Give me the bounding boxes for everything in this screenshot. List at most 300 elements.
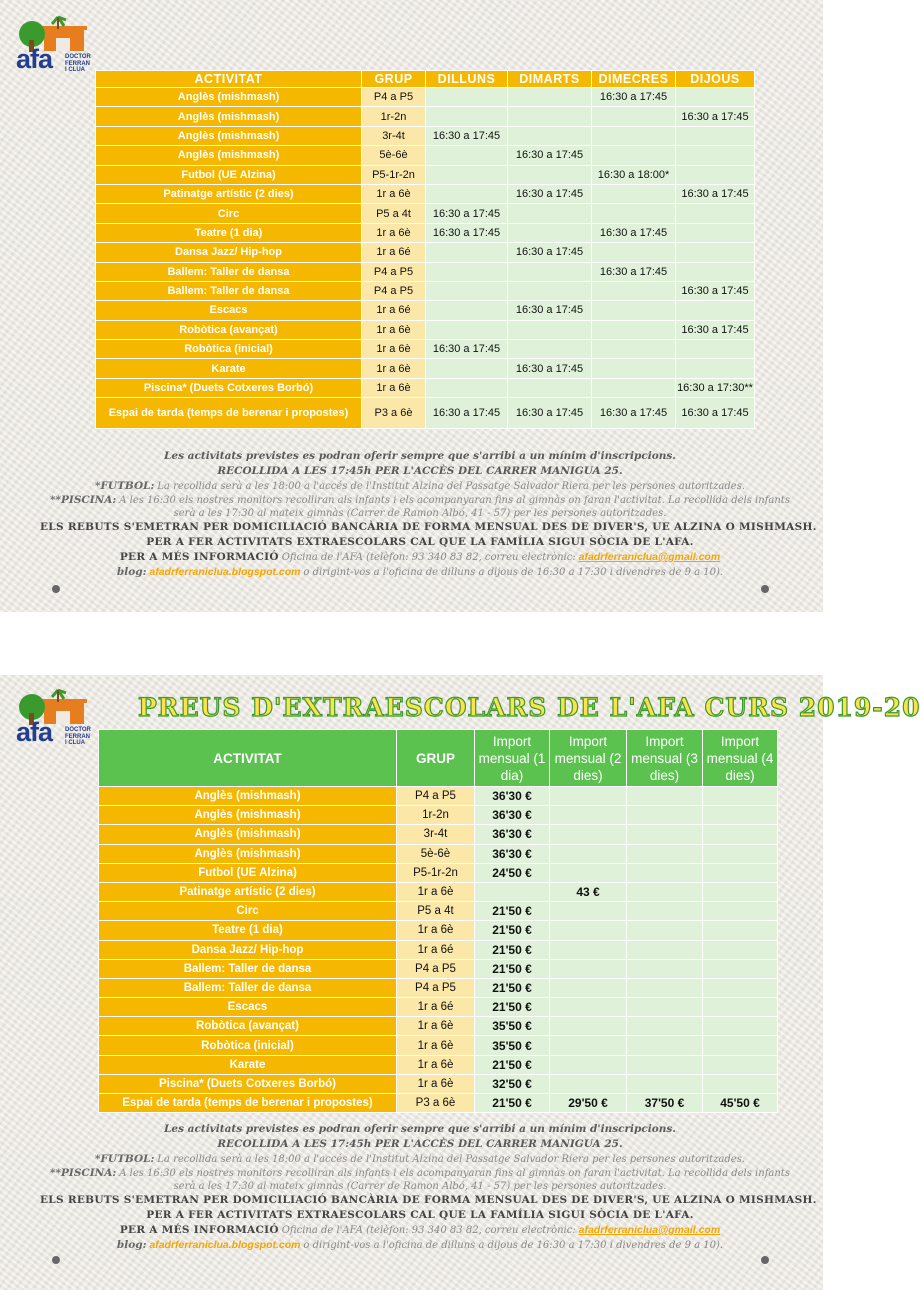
time-cell: 16:30 a 17:45	[592, 398, 676, 429]
price-cell: 21'50 €	[475, 959, 550, 978]
time-cell	[508, 340, 592, 359]
activity-cell: Futbol (UE Alzina)	[99, 863, 397, 882]
table-row	[96, 165, 755, 184]
time-cell	[676, 126, 755, 145]
price-cell	[550, 959, 627, 978]
group-cell: 1r a 6è	[397, 1074, 475, 1093]
notes-line-wrap	[40, 464, 800, 479]
price-cell: 45'50 €	[703, 1094, 778, 1113]
time-cell	[592, 146, 676, 165]
piscina-note	[40, 1167, 800, 1193]
price-cell	[703, 921, 778, 940]
notes-line-wrap	[40, 535, 800, 550]
price-cell	[703, 825, 778, 844]
time-cell	[508, 281, 592, 300]
activity-cell: Ballem: Taller de dansa	[96, 262, 362, 281]
time-cell: 16:30 a 17:45	[676, 281, 755, 300]
email-link[interactable]: afadrferraniclua@gmail.com	[578, 551, 721, 563]
blog-label: blog:	[116, 1239, 147, 1251]
group-cell: P5-1r-2n	[397, 863, 475, 882]
time-cell: 16:30 a 17:45	[426, 340, 508, 359]
notes-line: Les activitats previstes es podran oferir sempre que s'arribi a un mínim d'inscripcions.	[164, 450, 676, 462]
time-cell: 16:30 a 17:45	[508, 301, 592, 320]
schedule-header-cell: DIMARTS	[508, 71, 592, 88]
activity-cell: Futbol (UE Alzina)	[96, 165, 362, 184]
table-row	[96, 320, 755, 339]
price-cell	[627, 844, 703, 863]
price-cell	[627, 1036, 703, 1055]
time-cell: 16:30 a 17:45	[676, 398, 755, 429]
activity-cell: Patinatge artístic (2 dies)	[99, 882, 397, 901]
activity-cell: Dansa Jazz/ Hip-hop	[96, 243, 362, 262]
price-cell: 21'50 €	[475, 1055, 550, 1074]
group-cell: 1r a 6è	[397, 882, 475, 901]
time-cell	[426, 320, 508, 339]
bullet-icon	[52, 1256, 60, 1264]
notes-line-wrap	[40, 520, 817, 535]
notes-block	[40, 1122, 817, 1253]
activity-cell: Escacs	[96, 301, 362, 320]
table-row	[99, 825, 778, 844]
time-cell	[508, 126, 592, 145]
price-cell	[703, 1074, 778, 1093]
activity-cell: Karate	[96, 359, 362, 378]
group-cell: 1r a 6è	[397, 921, 475, 940]
table-row	[99, 1036, 778, 1055]
notes-line-wrap	[40, 1122, 800, 1137]
table-row	[96, 204, 755, 223]
group-cell: 1r a 6è	[397, 1036, 475, 1055]
piscina-note	[40, 494, 800, 520]
price-cell	[703, 863, 778, 882]
price-cell: 29'50 €	[550, 1094, 627, 1113]
table-row	[99, 921, 778, 940]
price-cell	[703, 787, 778, 806]
blog-link[interactable]: afadrferraniclua.blogspot.com	[149, 1239, 301, 1251]
price-cell	[550, 806, 627, 825]
activity-cell: Anglès (mishmash)	[96, 126, 362, 145]
price-cell	[550, 1017, 627, 1036]
logo-subtext: DOCTOR FERRAN I CLUA	[65, 727, 91, 746]
activity-cell: Robòtica (avançat)	[96, 320, 362, 339]
table-row	[99, 787, 778, 806]
price-cell	[550, 825, 627, 844]
time-cell	[676, 301, 755, 320]
prices-header-row	[99, 730, 778, 787]
group-cell: 1r a 6è	[362, 223, 426, 242]
activity-cell: Ballem: Taller de dansa	[96, 281, 362, 300]
schedule-header-cell: ACTIVITAT	[96, 71, 362, 88]
group-cell: 1r a 6è	[397, 1055, 475, 1074]
time-cell	[426, 88, 508, 107]
schedule-header-cell: DIJOUS	[676, 71, 755, 88]
table-row	[99, 1017, 778, 1036]
socia-text: PER A FER ACTIVITATS EXTRAESCOLARS CAL QUE LA FAMÍLIA SIGUI SÒCIA DE L'AFA.	[146, 536, 694, 548]
time-cell: 16:30 a 17:45	[508, 359, 592, 378]
time-cell	[676, 204, 755, 223]
time-cell	[592, 359, 676, 378]
activity-cell: Patinatge artístic (2 dies)	[96, 184, 362, 203]
futbol-label: *FUTBOL:	[94, 1153, 155, 1165]
afa-logo	[14, 14, 96, 76]
price-cell	[703, 998, 778, 1017]
activity-cell: Piscina* (Duets Cotxeres Borbó)	[96, 378, 362, 397]
price-cell: 43 €	[550, 882, 627, 901]
piscina-label: **PISCINA:	[50, 1167, 117, 1179]
activity-cell: Dansa Jazz/ Hip-hop	[99, 940, 397, 959]
info-label: PER A MÉS INFORMACIÓ	[119, 551, 279, 563]
time-cell	[592, 184, 676, 203]
time-cell	[676, 146, 755, 165]
price-cell	[550, 1055, 627, 1074]
time-cell: 16:30 a 17:45	[676, 107, 755, 126]
price-cell	[627, 825, 703, 844]
activity-cell: Espai de tarda (temps de berenar i propostes)	[96, 398, 362, 429]
group-cell: 1r a 6é	[362, 243, 426, 262]
price-cell	[550, 902, 627, 921]
activity-cell: Circ	[96, 204, 362, 223]
price-cell	[627, 998, 703, 1017]
activity-cell: Robòtica (avançat)	[99, 1017, 397, 1036]
group-cell: 1r-2n	[397, 806, 475, 825]
time-cell	[426, 378, 508, 397]
time-cell	[592, 126, 676, 145]
table-row	[99, 978, 778, 997]
time-cell	[676, 88, 755, 107]
activity-cell: Anglès (mishmash)	[96, 146, 362, 165]
notes-line: RECOLLIDA A LES 17:45h PER L'ACCÈS DEL CARRER MANIGUA 25.	[217, 1138, 623, 1150]
schedule-header-cell: DILLUNS	[426, 71, 508, 88]
prices-header-cell: ACTIVITAT	[99, 730, 397, 787]
group-cell: 5è-6è	[397, 844, 475, 863]
prices-header-cell: GRUP	[397, 730, 475, 787]
time-cell	[592, 378, 676, 397]
table-row	[99, 863, 778, 882]
price-cell: 21'50 €	[475, 921, 550, 940]
activity-cell: Robòtica (inicial)	[99, 1036, 397, 1055]
prices-header-cell: Import mensual (1 dia)	[475, 730, 550, 787]
prices-header-cell: Import mensual (2 dies)	[550, 730, 627, 787]
time-cell: 16:30 a 17:45	[508, 146, 592, 165]
time-cell	[426, 359, 508, 378]
time-cell	[508, 165, 592, 184]
notes-line-wrap	[40, 550, 800, 565]
time-cell: 16:30 a 17:45	[426, 126, 508, 145]
price-cell: 21'50 €	[475, 902, 550, 921]
time-cell: 16:30 a 17:45	[426, 223, 508, 242]
activity-cell: Anglès (mishmash)	[99, 825, 397, 844]
logo-text: afa	[16, 44, 53, 74]
price-cell	[627, 882, 703, 901]
price-cell: 36'30 €	[475, 825, 550, 844]
price-cell	[703, 1055, 778, 1074]
group-cell: 1r a 6é	[397, 940, 475, 959]
activity-cell: Circ	[99, 902, 397, 921]
time-cell	[508, 320, 592, 339]
price-cell	[703, 1036, 778, 1055]
table-row	[96, 184, 755, 203]
group-cell: P3 a 6è	[362, 398, 426, 429]
time-cell: 16:30 a 17:30**	[676, 378, 755, 397]
group-cell: 1r a 6é	[362, 301, 426, 320]
group-cell: 3r-4t	[362, 126, 426, 145]
schedule-header-cell: DIMECRES	[592, 71, 676, 88]
activity-cell: Anglès (mishmash)	[99, 844, 397, 863]
price-cell: 21'50 €	[475, 998, 550, 1017]
activity-cell: Ballem: Taller de dansa	[99, 978, 397, 997]
prices-header-cell: Import mensual (4 dies)	[703, 730, 778, 787]
price-cell	[475, 882, 550, 901]
time-cell: 16:30 a 17:45	[508, 398, 592, 429]
table-row	[96, 126, 755, 145]
activity-cell: Robòtica (inicial)	[96, 340, 362, 359]
rebuts-text: ELS REBUTS S'EMETRAN PER DOMICILIACIÓ BANCÀRIA DE FORMA MENSUAL DES DE DIVER'S, UE ALZINA O MISHMASH.	[40, 1194, 817, 1206]
time-cell	[592, 107, 676, 126]
price-cell	[627, 863, 703, 882]
price-cell: 21'50 €	[475, 978, 550, 997]
group-cell: 1r a 6è	[362, 320, 426, 339]
table-row	[99, 959, 778, 978]
futbol-text: La recollida serà a les 18:00 a l'accés de l'Institut Alzina del Passatge Salvador Riera per les persones autoritzades.	[157, 481, 746, 492]
price-cell	[627, 787, 703, 806]
price-cell	[703, 1017, 778, 1036]
notes-line-wrap	[40, 1238, 800, 1253]
time-cell	[592, 204, 676, 223]
table-row	[99, 1074, 778, 1093]
price-cell	[703, 882, 778, 901]
info-text: Oficina de l'AFA (telèfon: 93 340 83 82, correu electrònic:	[281, 552, 576, 563]
price-cell: 37'50 €	[627, 1094, 703, 1113]
price-cell	[703, 978, 778, 997]
time-cell	[426, 243, 508, 262]
prices-title: PREUS D'EXTRAESCOLARS DE L'AFA CURS 2019-20	[138, 693, 920, 722]
activity-cell: Piscina* (Duets Cotxeres Borbó)	[99, 1074, 397, 1093]
time-cell: 16:30 a 17:45	[592, 262, 676, 281]
notes-block	[40, 449, 817, 580]
time-cell	[426, 107, 508, 126]
time-cell	[426, 301, 508, 320]
bullet-icon	[761, 1256, 769, 1264]
schedule-header-cell: GRUP	[362, 71, 426, 88]
email-link[interactable]: afadrferraniclua@gmail.com	[578, 1224, 721, 1236]
table-row	[96, 107, 755, 126]
group-cell: P4 a P5	[397, 959, 475, 978]
piscina-text: A les 16:30 els nostres monitors recolliran als infants i els acompanyaran fins al gimnàs on faran l'activitat. La recollida dels infants serà a les 17:30 al mateix gimnàs (Carrer de Ramon Albó, 41 - 57) per les persones autoritzades.	[119, 1168, 790, 1192]
price-cell	[703, 844, 778, 863]
group-cell: 5è-6è	[362, 146, 426, 165]
table-row	[96, 243, 755, 262]
time-cell	[592, 340, 676, 359]
notes-line: Les activitats previstes es podran oferir sempre que s'arribi a un mínim d'inscripcions.	[164, 1123, 676, 1135]
time-cell	[508, 88, 592, 107]
time-cell	[592, 301, 676, 320]
price-cell	[550, 844, 627, 863]
price-cell	[627, 1017, 703, 1036]
rebuts-text: ELS REBUTS S'EMETRAN PER DOMICILIACIÓ BANCÀRIA DE FORMA MENSUAL DES DE DIVER'S, UE ALZINA O MISHMASH.	[40, 521, 817, 533]
blog-text: o dirigint-vos a l'oficina de dilluns a dijous de 16:30 a 17:30 i divendres de 9 a 10).	[303, 1240, 724, 1251]
time-cell	[508, 378, 592, 397]
socia-text: PER A FER ACTIVITATS EXTRAESCOLARS CAL QUE LA FAMÍLIA SIGUI SÒCIA DE L'AFA.	[146, 1209, 694, 1221]
futbol-label: *FUTBOL:	[94, 480, 155, 492]
price-cell: 36'30 €	[475, 787, 550, 806]
table-row	[96, 340, 755, 359]
time-cell	[676, 165, 755, 184]
time-cell: 16:30 a 17:45	[508, 184, 592, 203]
info-text: Oficina de l'AFA (telèfon: 93 340 83 82, correu electrònic:	[281, 1225, 576, 1236]
notes-line: RECOLLIDA A LES 17:45h PER L'ACCÈS DEL CARRER MANIGUA 25.	[217, 465, 623, 477]
logo-text: afa	[16, 717, 53, 747]
table-row	[96, 301, 755, 320]
prices-header-cell: Import mensual (3 dies)	[627, 730, 703, 787]
price-cell	[627, 978, 703, 997]
info-label: PER A MÉS INFORMACIÓ	[119, 1224, 279, 1236]
price-cell	[550, 921, 627, 940]
time-cell	[508, 223, 592, 242]
group-cell: P4 a P5	[362, 88, 426, 107]
blog-label: blog:	[116, 566, 147, 578]
activity-cell: Anglès (mishmash)	[96, 88, 362, 107]
time-cell	[676, 243, 755, 262]
group-cell: 1r a 6è	[362, 340, 426, 359]
futbol-text: La recollida serà a les 18:00 a l'accés de l'Institut Alzina del Passatge Salvador Riera per les persones autoritzades.	[157, 1154, 746, 1165]
group-cell: 1r a 6è	[362, 378, 426, 397]
table-row	[99, 806, 778, 825]
group-cell: 1r a 6é	[397, 998, 475, 1017]
notes-line-wrap	[40, 479, 800, 494]
table-row	[96, 359, 755, 378]
table-row	[96, 281, 755, 300]
time-cell	[426, 262, 508, 281]
price-cell: 21'50 €	[475, 1094, 550, 1113]
table-row	[96, 378, 755, 397]
time-cell	[676, 262, 755, 281]
prices-table	[98, 729, 778, 1113]
price-cell	[550, 978, 627, 997]
logo-subtext: DOCTOR FERRAN I CLUA	[65, 54, 91, 73]
time-cell	[592, 281, 676, 300]
schedule-table	[95, 70, 755, 429]
price-cell: 32'50 €	[475, 1074, 550, 1093]
activity-cell: Ballem: Taller de dansa	[99, 959, 397, 978]
price-cell	[703, 940, 778, 959]
group-cell: 1r a 6è	[362, 184, 426, 203]
price-cell	[627, 806, 703, 825]
group-cell: P4 a P5	[362, 262, 426, 281]
time-cell	[508, 204, 592, 223]
price-cell: 36'30 €	[475, 844, 550, 863]
price-cell	[627, 940, 703, 959]
time-cell: 16:30 a 17:45	[426, 398, 508, 429]
price-cell	[703, 959, 778, 978]
group-cell: P4 a P5	[397, 787, 475, 806]
piscina-label: **PISCINA:	[50, 494, 117, 506]
price-cell	[550, 998, 627, 1017]
time-cell	[676, 340, 755, 359]
table-row	[96, 146, 755, 165]
price-cell: 35'50 €	[475, 1036, 550, 1055]
notes-line-wrap	[40, 565, 800, 580]
time-cell	[508, 262, 592, 281]
activity-cell: Espai de tarda (temps de berenar i propostes)	[99, 1094, 397, 1113]
group-cell: 3r-4t	[397, 825, 475, 844]
table-row	[96, 398, 755, 429]
notes-line-wrap	[40, 1152, 800, 1167]
price-cell: 21'50 €	[475, 940, 550, 959]
table-row	[99, 1055, 778, 1074]
price-cell	[703, 902, 778, 921]
activity-cell: Teatre (1 dia)	[96, 223, 362, 242]
price-cell	[627, 1055, 703, 1074]
time-cell: 16:30 a 17:45	[592, 88, 676, 107]
price-cell: 24'50 €	[475, 863, 550, 882]
time-cell	[508, 107, 592, 126]
bullet-icon	[52, 585, 60, 593]
piscina-text: A les 16:30 els nostres monitors recolliran als infants i els acompanyaran fins al gimnàs on faran l'activitat. La recollida dels infants serà a les 17:30 al mateix gimnàs (Carrer de Ramon Albó, 41 - 57) per les persones autoritzades.	[119, 495, 790, 519]
activity-cell: Escacs	[99, 998, 397, 1017]
time-cell	[426, 184, 508, 203]
bullet-icon	[761, 585, 769, 593]
group-cell: P4 a P5	[397, 978, 475, 997]
time-cell: 16:30 a 17:45	[592, 223, 676, 242]
price-cell: 35'50 €	[475, 1017, 550, 1036]
group-cell: P5-1r-2n	[362, 165, 426, 184]
time-cell	[676, 223, 755, 242]
activity-cell: Anglès (mishmash)	[99, 806, 397, 825]
group-cell: 1r a 6è	[397, 1017, 475, 1036]
schedule-panel	[0, 0, 823, 612]
price-cell	[703, 806, 778, 825]
price-cell	[627, 959, 703, 978]
blog-link[interactable]: afadrferraniclua.blogspot.com	[149, 566, 301, 578]
notes-line-wrap	[40, 1208, 800, 1223]
price-cell: 36'30 €	[475, 806, 550, 825]
time-cell: 16:30 a 17:45	[676, 320, 755, 339]
time-cell	[592, 243, 676, 262]
price-cell	[550, 940, 627, 959]
table-row	[96, 223, 755, 242]
activity-cell: Anglès (mishmash)	[99, 787, 397, 806]
table-row	[99, 882, 778, 901]
table-row	[99, 844, 778, 863]
table-row	[99, 998, 778, 1017]
time-cell: 16:30 a 18:00*	[592, 165, 676, 184]
time-cell	[592, 320, 676, 339]
activity-cell: Karate	[99, 1055, 397, 1074]
price-cell	[627, 921, 703, 940]
time-cell: 16:30 a 17:45	[426, 204, 508, 223]
group-cell: 1r-2n	[362, 107, 426, 126]
table-row	[96, 88, 755, 107]
afa-logo	[14, 687, 96, 749]
time-cell	[676, 359, 755, 378]
table-row	[96, 262, 755, 281]
time-cell: 16:30 a 17:45	[508, 243, 592, 262]
group-cell: P5 a 4t	[362, 204, 426, 223]
price-cell	[550, 1074, 627, 1093]
blog-text: o dirigint-vos a l'oficina de dilluns a dijous de 16:30 a 17:30 i divendres de 9 a 10).	[303, 567, 724, 578]
price-cell	[627, 1074, 703, 1093]
activity-cell: Teatre (1 dia)	[99, 921, 397, 940]
group-cell: P5 a 4t	[397, 902, 475, 921]
notes-line-wrap	[40, 1223, 800, 1238]
price-cell	[550, 1036, 627, 1055]
group-cell: P3 a 6è	[397, 1094, 475, 1113]
notes-line-wrap	[40, 449, 800, 464]
activity-cell: Anglès (mishmash)	[96, 107, 362, 126]
group-cell: 1r a 6è	[362, 359, 426, 378]
price-cell	[627, 902, 703, 921]
table-row	[99, 1094, 778, 1113]
